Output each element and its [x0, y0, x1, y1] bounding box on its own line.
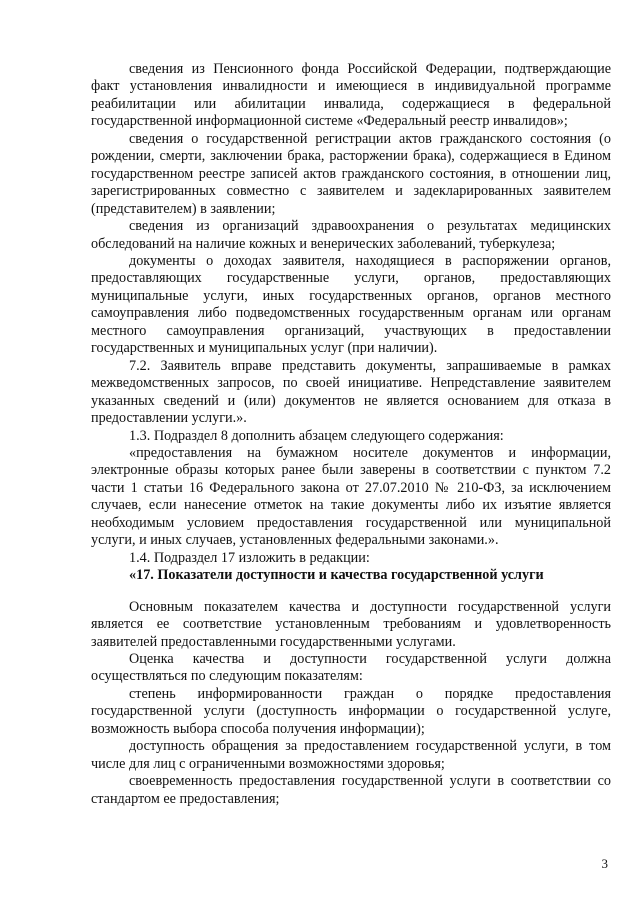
paragraph-informedness: степень информированности граждан о порядке предоставления государственной услуги (доступность информации о государственной услуге, возможность выбора способа получения информации); — [91, 685, 611, 737]
paragraph-pension-fund: сведения из Пенсионного фонда Российской Федерации, подтверждающие факт установления инвалидности и имеющиеся в индивидуальной программе реабилитации или абилитации инвалида, содержащиеся в федеральной государственной информационной системе «Федеральный реестр инвалидов»; — [91, 61, 611, 130]
section-heading-17: «17. Показатели доступности и качества государственной услуги — [129, 567, 544, 584]
paragraph-quoted-addition: «предоставления на бумажном носителе документов и информации, электронные образы которых ранее были заверены в соответствии с пунктом 7.2 части 1 статьи 16 Федерального закона от 27.07.2010 № 210-ФЗ, за исключением случаев, если нанесение отметок на такие документы либо их изъятие является необходимым условием предоставления государственной или муниципальной услуги, и иных случаев, установленных федеральными законами.». — [91, 444, 611, 549]
paragraph-civil-registry: сведения о государственной регистрации актов гражданского состояния (о рождении, смерти, заключении брака, расторжении брака), содержащиеся в Едином государственном реестре записей актов гражданского состояния, в отношении лиц, зарегистрированных совместно с заявителем и задекларированных заявителем (представителем) в заявлении; — [91, 130, 611, 217]
paragraph-timeliness: своевременность предоставления государственной услуги в соответствии со стандартом ее предоставления; — [91, 773, 611, 807]
paragraph-1-3: 1.3. Подраздел 8 дополнить абзацем следующего содержания: — [129, 427, 504, 444]
document-body — [91, 61, 611, 808]
paragraph-medical: сведения из организаций здравоохранения о результатах медицинских обследований на наличие кожных и венерических заболеваний, туберкулеза; — [91, 218, 611, 252]
paragraph-main-indicator: Основным показателем качества и доступности государственной услуги является ее соответствие установленным требованиям и удовлетворенность заявителей предоставленными государственными услугами. — [91, 598, 611, 650]
paragraph-assessment: Оценка качества и доступности государственной услуги должна осуществляться по следующим показателям: — [91, 650, 611, 685]
paragraph-income-documents: документы о доходах заявителя, находящиеся в распоряжении органов, предоставляющих государственные услуги, органов, предоставляющих муниципальные услуги, иных государственных органов, органов местного самоуправления либо подведомственных государственным органам или органам местного самоуправления организаций, участвующих в предоставлении государственных и муниципальных услуг (при наличии). — [91, 252, 611, 357]
paragraph-1-4: 1.4. Подраздел 17 изложить в редакции: — [129, 549, 370, 566]
paragraph-accessibility: доступность обращения за предоставлением государственной услуги, в том числе для лиц с ограниченными возможностями здоровья; — [91, 738, 611, 772]
page-number: 3 — [601, 856, 608, 871]
paragraph-7-2: 7.2. Заявитель вправе представить документы, запрашиваемые в рамках межведомственных запросов, по своей инициативе. Непредставление заявителем указанных сведений и (или) документов не является основанием для отказа в предоставлении услуги.». — [91, 357, 611, 427]
